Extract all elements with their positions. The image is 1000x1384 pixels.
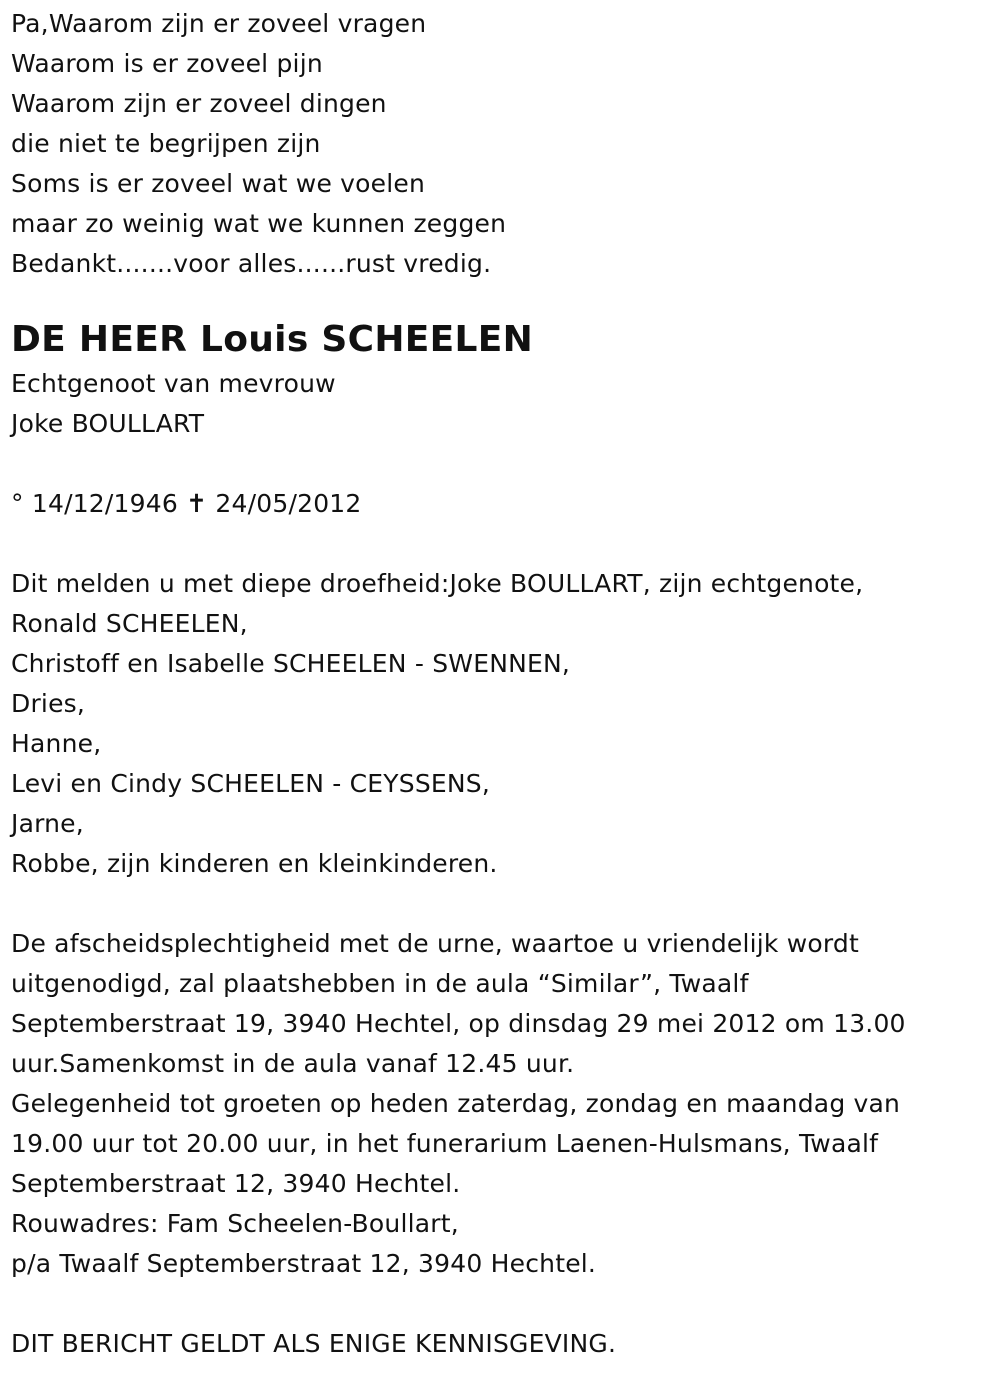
poem xyxy=(11,4,986,284)
spacer xyxy=(11,524,986,564)
birth-date: 14/12/1946 xyxy=(31,489,178,518)
ceremony-line: Septemberstraat 12, 3940 Hechtel. xyxy=(11,1169,461,1198)
poem-line: die niet te begrijpen zijn xyxy=(11,129,321,158)
poem-line: Pa,Waarom zijn er zoveel vragen xyxy=(11,9,427,38)
birth-symbol: ° xyxy=(11,489,24,518)
ceremony-line: De afscheidsplechtigheid met de urne, waartoe u vriendelijk wordt xyxy=(11,929,859,958)
poem-line: Waarom zijn er zoveel dingen xyxy=(11,89,387,118)
death-notice xyxy=(11,4,986,1364)
family-line: Dries, xyxy=(11,689,86,718)
family-line: Christoff en Isabelle SCHEELEN - SWENNEN, xyxy=(11,649,571,678)
ceremony-line: uitgenodigd, zal plaatshebben in de aula “Similar”, Twaalf xyxy=(11,969,749,998)
family-line: Jarne, xyxy=(11,809,84,838)
poem-line: Soms is er zoveel wat we voelen xyxy=(11,169,426,198)
spacer xyxy=(11,884,986,924)
spacer xyxy=(11,1284,986,1324)
family-line: Levi en Cindy SCHEELEN - CEYSSENS, xyxy=(11,769,491,798)
ceremony-line: Rouwadres: Fam Scheelen-Boullart, xyxy=(11,1209,459,1238)
family-line: Ronald SCHEELEN, xyxy=(11,609,248,638)
poem-line: Bedankt.......voor alles......rust vredig. xyxy=(11,249,492,278)
family-line: Robbe, zijn kinderen en kleinkinderen. xyxy=(11,849,498,878)
ceremony-info xyxy=(11,924,986,1284)
poem-line: maar zo weinig wat we kunnen zeggen xyxy=(11,209,507,238)
poem-line: Waarom is er zoveel pijn xyxy=(11,49,323,78)
ceremony-line: Septemberstraat 19, 3940 Hechtel, op dinsdag 29 mei 2012 om 13.00 xyxy=(11,1009,906,1038)
ceremony-line: Gelegenheid tot groeten op heden zaterdag, zondag en maandag van xyxy=(11,1089,901,1118)
spouse-line: Joke BOULLART xyxy=(11,409,205,438)
family-line: Hanne, xyxy=(11,729,102,758)
spouse-line: Echtgenoot van mevrouw xyxy=(11,369,336,398)
family-line: Dit melden u met diepe droefheid:Joke BOULLART, zijn echtgenote, xyxy=(11,569,864,598)
deceased-name: DE HEER Louis SCHEELEN xyxy=(11,319,534,360)
spacer xyxy=(11,444,986,484)
spouse-info xyxy=(11,364,986,444)
ceremony-line: 19.00 uur tot 20.00 uur, in het funerarium Laenen-Hulsmans, Twaalf xyxy=(11,1129,879,1158)
ceremony-line: uur.Samenkomst in de aula vanaf 12.45 uur. xyxy=(11,1049,575,1078)
death-date: 24/05/2012 xyxy=(215,489,362,518)
ceremony-line: p/a Twaalf Septemberstraat 12, 3940 Hechtel. xyxy=(11,1249,597,1278)
notice-line: DIT BERICHT GELDT ALS ENIGE KENNISGEVING. xyxy=(11,1329,617,1358)
cross-icon: ✝ xyxy=(186,489,208,518)
family-list xyxy=(11,564,986,884)
life-dates xyxy=(11,484,986,524)
